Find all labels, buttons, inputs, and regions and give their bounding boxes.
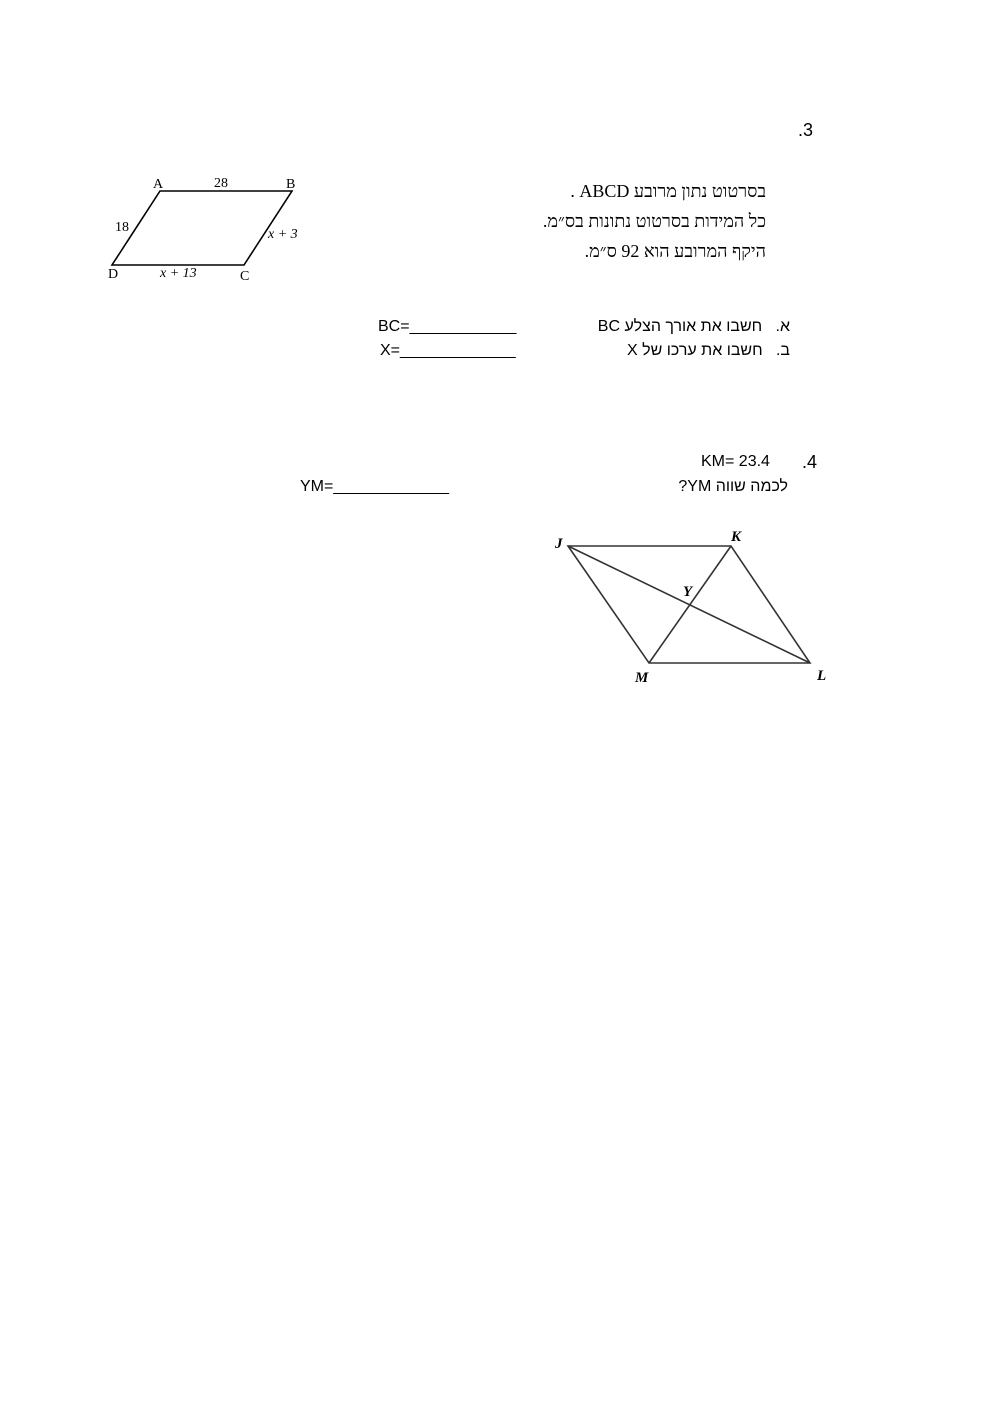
vertex-a-label: A [153,177,164,192]
q3-line-1: בסרטוט נתון מרובע ABCD . [570,181,766,201]
vertex-m-label: M [635,670,649,686]
q4-answer-line[interactable]: YM=_____________ [300,478,450,495]
vertex-k-label: K [731,529,742,545]
q3-part-a-text: חשבו את אורך הצלע BC [597,318,763,335]
vertex-j-label: J [555,536,563,552]
vertex-b-label: B [286,177,296,192]
vertex-l-label: L [817,668,827,684]
q3-part-b-marker: ב. [775,342,790,359]
q4-given-value: KM= 23.4 [701,453,770,470]
vertex-d-label: D [108,267,119,282]
side-bc-label: x + 3 [268,227,298,242]
parallelogram-abcd-figure [100,168,340,288]
rhombus-jklm-figure [545,522,845,702]
q3-line-2: כל המידות בסרטוט נתונות בס״מ. [542,211,766,231]
diagonal-jl [568,546,810,663]
intersection-y-label: Y [683,584,693,600]
side-ad-label: 18 [115,220,129,235]
q3-part-a-marker: א. [775,318,790,335]
parallelogram-abcd-shape [112,191,292,265]
q3-part-a-answer-line[interactable]: BC=____________ [378,318,517,335]
q4-question-text: לכמה שווה YM? [678,478,788,495]
side-dc-label: x + 13 [160,266,197,281]
q3-part-a [570,318,790,336]
diagonal-km [649,546,731,663]
question-4-number: .4 [802,452,818,472]
side-ab-label: 28 [214,176,228,191]
q3-line-3: היקף המרובע הוא 92 ס״מ. [584,241,766,261]
question-3-number: .3 [798,120,814,140]
q3-part-b [570,342,790,360]
question-3-text [480,176,766,266]
vertex-c-label: C [240,269,250,284]
q3-part-b-answer-line[interactable]: X=_____________ [380,342,516,359]
q3-part-b-text: חשבו את ערכו של X [627,342,763,359]
